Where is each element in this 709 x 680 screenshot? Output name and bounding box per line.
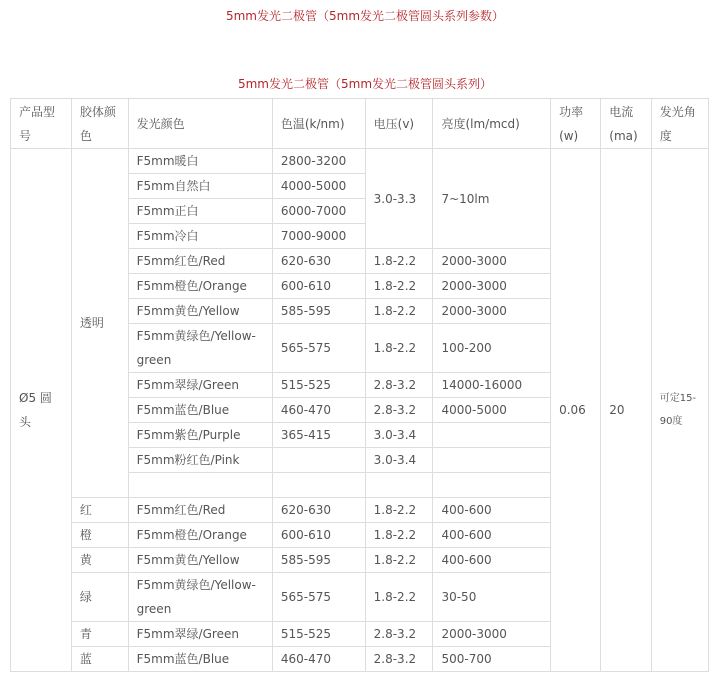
emit-color-cell: F5mm红色/Red (128, 498, 272, 523)
color-temp-cell: 515-525 (272, 622, 365, 647)
header-brightness: 亮度(lm/mcd) (433, 99, 551, 149)
emit-color-cell: F5mm蓝色/Blue (128, 647, 272, 672)
power-cell: 0.06 (551, 149, 601, 672)
color-temp-cell: 620-630 (272, 498, 365, 523)
brightness-cell: 2000-3000 (433, 622, 551, 647)
body-color-cell: 蓝 (71, 647, 128, 672)
voltage-cell: 1.8-2.2 (365, 274, 433, 299)
color-temp-cell: 600-610 (272, 523, 365, 548)
voltage-cell: 1.8-2.2 (365, 324, 433, 373)
emit-color-cell: F5mm橙色/Orange (128, 523, 272, 548)
angle-cell: 可定15-90度 (651, 149, 708, 672)
color-temp-cell: 565-575 (272, 573, 365, 622)
body-color-cell: 青 (71, 622, 128, 647)
brightness-cell: 400-600 (433, 548, 551, 573)
voltage-cell: 1.8-2.2 (365, 249, 433, 274)
header-current: 电流(ma) (601, 99, 651, 149)
voltage-cell: 1.8-2.2 (365, 299, 433, 324)
voltage-cell: 2.8-3.2 (365, 398, 433, 423)
emit-color-cell: F5mm暖白 (128, 149, 272, 174)
voltage-cell: 1.8-2.2 (365, 548, 433, 573)
header-body-color: 胶体颜色 (71, 99, 128, 149)
empty-cell (365, 473, 433, 498)
emit-color-cell: F5mm自然白 (128, 174, 272, 199)
header-product-type: 产品型号 (11, 99, 72, 149)
color-temp-cell: 460-470 (272, 398, 365, 423)
voltage-cell: 3.0-3.4 (365, 423, 433, 448)
emit-color-cell: F5mm翠绿/Green (128, 373, 272, 398)
brightness-cell (433, 423, 551, 448)
emit-color-cell: F5mm蓝色/Blue (128, 398, 272, 423)
color-temp-cell: 620-630 (272, 249, 365, 274)
brightness-cell (433, 448, 551, 473)
color-temp-cell: 585-595 (272, 299, 365, 324)
color-temp-cell: 4000-5000 (272, 174, 365, 199)
brightness-cell: 100-200 (433, 324, 551, 373)
brightness-cell: 14000-16000 (433, 373, 551, 398)
empty-cell (272, 473, 365, 498)
emit-color-cell: F5mm紫色/Purple (128, 423, 272, 448)
header-power: 功率(w) (551, 99, 601, 149)
emit-color-cell: F5mm红色/Red (128, 249, 272, 274)
brightness-cell: 4000-5000 (433, 398, 551, 423)
body-color-transparent: 透明 (71, 149, 128, 498)
color-temp-cell: 6000-7000 (272, 199, 365, 224)
color-temp-cell: 515-525 (272, 373, 365, 398)
emit-color-cell: F5mm橙色/Orange (128, 274, 272, 299)
brightness-cell: 2000-3000 (433, 249, 551, 274)
voltage-cell: 2.8-3.2 (365, 373, 433, 398)
brightness-cell: 2000-3000 (433, 299, 551, 324)
voltage-cell: 1.8-2.2 (365, 498, 433, 523)
brightness-cell: 500-700 (433, 647, 551, 672)
brightness-cell: 400-600 (433, 498, 551, 523)
color-temp-cell: 585-595 (272, 548, 365, 573)
emit-color-cell: F5mm粉红色/Pink (128, 448, 272, 473)
emit-color-cell: F5mm正白 (128, 199, 272, 224)
white-brightness-cell: 7~10lm (433, 149, 551, 249)
emit-color-cell: F5mm黄绿色/Yellow-green (128, 573, 272, 622)
voltage-cell: 1.8-2.2 (365, 573, 433, 622)
product-type-cell: Ø5 圆头 (11, 149, 72, 672)
body-color-cell: 绿 (71, 573, 128, 622)
brightness-cell: 30-50 (433, 573, 551, 622)
color-temp-cell: 2800-3200 (272, 149, 365, 174)
body-color-cell: 红 (71, 498, 128, 523)
color-temp-cell: 7000-9000 (272, 224, 365, 249)
table-title: 5mm发光二极管（5mm发光二极管圆头系列） (237, 77, 493, 91)
brightness-cell: 2000-3000 (433, 274, 551, 299)
color-temp-cell: 365-415 (272, 423, 365, 448)
emit-color-cell: F5mm冷白 (128, 224, 272, 249)
color-temp-cell: 565-575 (272, 324, 365, 373)
body-color-cell: 橙 (71, 523, 128, 548)
spec-table-container (10, 98, 709, 680)
emit-color-cell: F5mm黄色/Yellow (128, 299, 272, 324)
header-angle: 发光角度 (651, 99, 708, 149)
page-title: 5mm发光二极管（5mm发光二极管圆头系列参数） (225, 9, 505, 23)
emit-color-cell: F5mm黄色/Yellow (128, 548, 272, 573)
body-color-cell: 黄 (71, 548, 128, 573)
header-voltage: 电压(v) (365, 99, 433, 149)
voltage-cell: 3.0-3.4 (365, 448, 433, 473)
emit-color-cell: F5mm黄绿色/Yellow-green (128, 324, 272, 373)
spec-table (10, 98, 709, 672)
brightness-cell: 400-600 (433, 523, 551, 548)
header-color-temp: 色温(k/nm) (272, 99, 365, 149)
voltage-cell: 2.8-3.2 (365, 622, 433, 647)
voltage-cell: 2.8-3.2 (365, 647, 433, 672)
header-emit-color: 发光颜色 (128, 99, 272, 149)
color-temp-cell: 600-610 (272, 274, 365, 299)
voltage-cell: 1.8-2.2 (365, 523, 433, 548)
current-cell: 20 (601, 149, 651, 672)
white-voltage-cell: 3.0-3.3 (365, 149, 433, 249)
empty-cell (128, 473, 272, 498)
color-temp-cell (272, 448, 365, 473)
empty-cell (433, 473, 551, 498)
emit-color-cell: F5mm翠绿/Green (128, 622, 272, 647)
color-temp-cell: 460-470 (272, 647, 365, 672)
